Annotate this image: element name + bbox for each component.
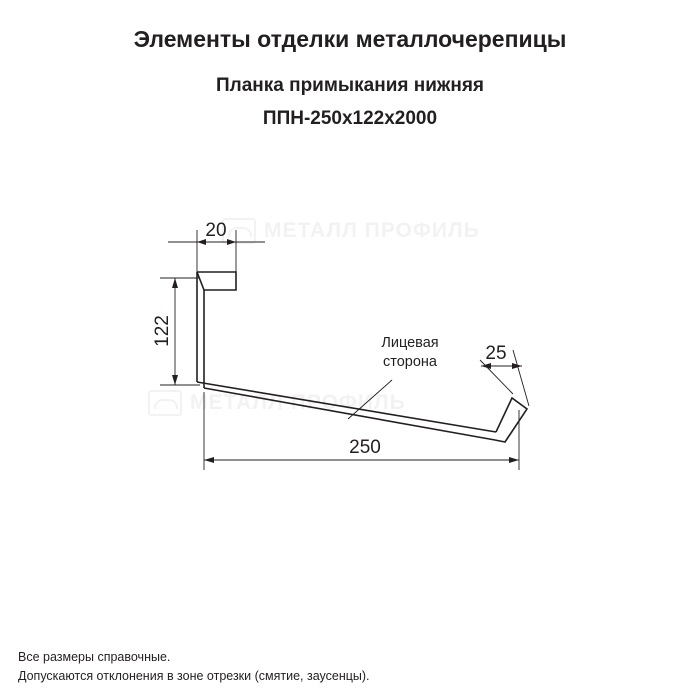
technical-drawing <box>0 170 700 530</box>
annotation-line-2: сторона <box>383 354 437 370</box>
footer-line-2: Допускаются отклонения в зоне отрезки (смятие, заусенцы). <box>18 669 370 683</box>
page-title: Элементы отделки металлочерепицы <box>133 26 567 52</box>
dimension-label-122: 122 <box>152 315 173 347</box>
title-block <box>0 0 700 130</box>
dimension-250 <box>204 392 519 470</box>
product-name: Планка примыкания нижняя <box>215 75 485 96</box>
watermark-text: МЕТАЛЛ ПРОФИЛЬ <box>190 391 406 414</box>
annotation-line-1: Лицевая <box>381 335 439 351</box>
profile-outline <box>197 272 527 442</box>
dimension-label-25: 25 <box>485 343 507 364</box>
product-code: ППН-250х122х2000 <box>262 108 438 129</box>
footer-note <box>18 648 370 686</box>
watermark-text: МЕТАЛЛ ПРОФИЛЬ <box>264 219 480 242</box>
dimension-label-250: 250 <box>349 437 381 458</box>
dimension-label-20: 20 <box>205 220 227 241</box>
footer-line-1: Все размеры справочные. <box>18 650 171 664</box>
